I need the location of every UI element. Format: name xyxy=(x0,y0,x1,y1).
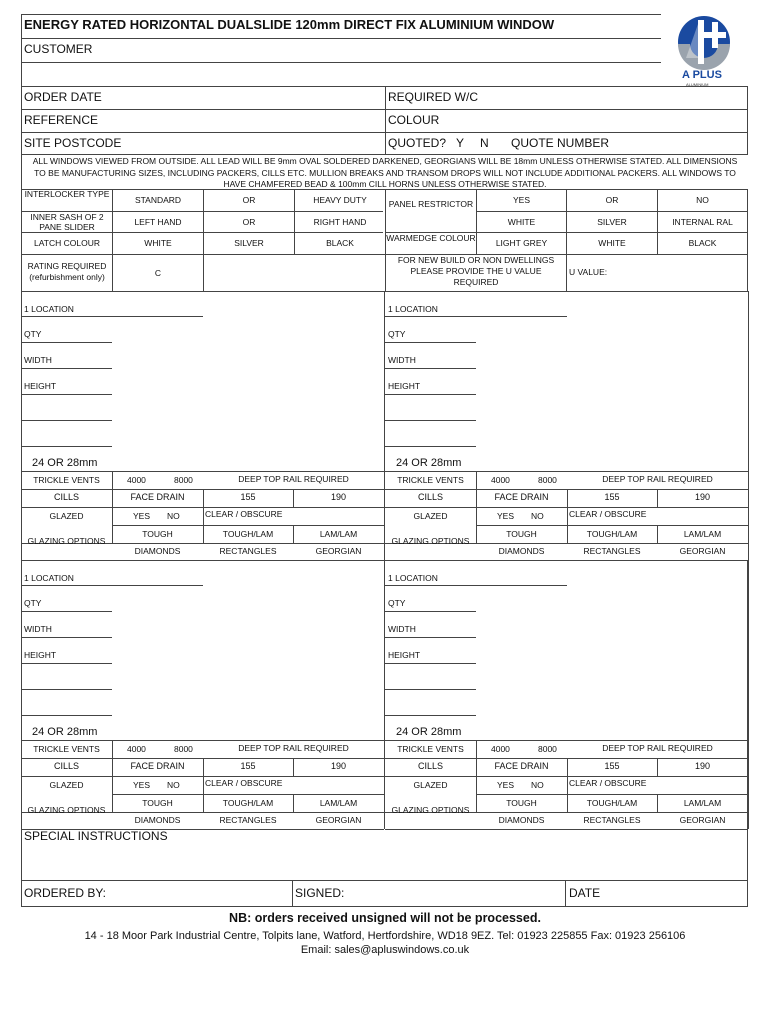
colour-label: COLOUR xyxy=(388,113,440,127)
glazed-yes-option[interactable]: YES xyxy=(497,511,515,521)
window-spec-panel xyxy=(385,560,748,829)
qty-field[interactable] xyxy=(51,325,111,341)
warmedge-colour-label: WARMEDGE COLOUR xyxy=(386,233,476,243)
cills-155-option[interactable]: 155 xyxy=(604,761,620,771)
interlocker-heavy-duty-option[interactable]: HEAVY DUTY xyxy=(313,195,367,205)
u-value-label: U VALUE: xyxy=(569,267,608,277)
qty-field[interactable] xyxy=(415,325,475,341)
height-label: HEIGHT xyxy=(388,650,421,660)
glazing-lam-lam-option[interactable]: LAM/LAM xyxy=(683,798,722,808)
logo-subtitle: ALUMINIUM xyxy=(686,82,709,87)
signature-field[interactable] xyxy=(350,882,562,904)
latch-colour-label: LATCH COLOUR xyxy=(34,238,100,248)
order-date-field[interactable] xyxy=(120,88,382,108)
logo-wordmark: A PLUS xyxy=(682,69,722,81)
deep-top-rail-option[interactable]: DEEP TOP RAIL REQUIRED xyxy=(602,474,713,484)
glazing-options-label: GLAZING OPTIONS xyxy=(27,805,106,815)
width-label: WIDTH xyxy=(24,624,52,634)
location-label: 1 LOCATION xyxy=(388,573,438,583)
window-drawing-area[interactable] xyxy=(575,588,745,718)
clear-obscure-option[interactable]: CLEAR / OBSCURE xyxy=(569,778,647,788)
reference-label: REFERENCE xyxy=(24,113,99,127)
panel-restrictor-label: PANEL RESTRICTOR xyxy=(388,199,474,209)
latch-black-option[interactable]: BLACK xyxy=(326,238,354,248)
trickle-8000-option[interactable]: 8000 xyxy=(538,475,557,485)
cills-face-drain-option[interactable]: FACE DRAIN xyxy=(130,761,185,771)
trickle-8000-option[interactable]: 8000 xyxy=(538,744,557,754)
ordered-by-label: ORDERED BY: xyxy=(24,886,107,900)
glazing-lam-lam-option[interactable]: LAM/LAM xyxy=(319,798,358,808)
height-label: HEIGHT xyxy=(24,650,57,660)
unsigned-warning: NB: orders received unsigned will not be processed. xyxy=(229,911,541,925)
trickle-4000-option[interactable]: 4000 xyxy=(127,475,146,485)
colour-field[interactable] xyxy=(450,111,745,131)
quoted-no-option[interactable]: N xyxy=(480,136,489,150)
cills-190-option[interactable]: 190 xyxy=(330,492,347,502)
glazing-tough-lam-option[interactable]: TOUGH/LAM xyxy=(222,798,274,808)
glazing-rectangles-option[interactable]: RECTANGLES xyxy=(583,815,641,825)
quote-number-field[interactable] xyxy=(612,134,745,153)
cills-190-option[interactable]: 190 xyxy=(330,761,347,771)
glazing-georgian-option[interactable]: GEORGIAN xyxy=(315,815,362,825)
location-label: 1 LOCATION xyxy=(388,304,438,314)
height-field[interactable] xyxy=(63,377,111,393)
glazed-label: GLAZED xyxy=(413,511,448,521)
general-notes: ALL WINDOWS VIEWED FROM OUTSIDE. ALL LEAD WILL BE 9mm OVAL SOLDERED DARKENED, GEORGIANS WILL BE 18mm UNLESS OTHERWISE STATED. ALL DIMENSIONS TO BE MANUFACTURING SIZES, INCLUDING PACKERS, CILLS ETC. MULLION BREAKS AND TRANSOM DROPS WILL NOT INCLUDE ADDITIONAL PACKERS. ALL WINDOWS TO HAVE CHAMFERED BEAD & 100mm CILL HORNS UNLESS OTHERWISE STATED. xyxy=(32,156,738,189)
glazing-rectangles-option[interactable]: RECTANGLES xyxy=(583,546,641,556)
width-label: WIDTH xyxy=(388,624,416,634)
height-field[interactable] xyxy=(63,646,111,662)
panel-restrictor-or-text: OR xyxy=(605,195,619,205)
window-drawing-area[interactable] xyxy=(211,319,381,449)
site-postcode-label: SITE POSTCODE xyxy=(24,136,122,150)
trickle-4000-option[interactable]: 4000 xyxy=(127,744,146,754)
bead-size-label: 24 OR 28mm xyxy=(32,726,98,738)
clear-obscure-option[interactable]: CLEAR / OBSCURE xyxy=(205,778,283,788)
trickle-8000-option[interactable]: 8000 xyxy=(174,744,193,754)
inner-sash-left-hand-option[interactable]: LEFT HAND xyxy=(134,217,182,227)
latch-white-option[interactable]: WHITE xyxy=(144,238,172,248)
width-field[interactable] xyxy=(61,351,111,367)
window-spec-panel xyxy=(21,291,384,560)
cills-190-option[interactable]: 190 xyxy=(694,761,711,771)
trickle-4000-option[interactable]: 4000 xyxy=(491,744,510,754)
interlocker-standard-option[interactable]: STANDARD xyxy=(134,195,182,205)
glazing-tough-lam-option[interactable]: TOUGH/LAM xyxy=(586,798,638,808)
qty-label: QTY xyxy=(388,329,406,339)
latch-silver-option[interactable]: SILVER xyxy=(234,238,264,248)
customer-label: CUSTOMER xyxy=(24,42,93,56)
inner-sash-right-hand-option[interactable]: RIGHT HAND xyxy=(313,217,367,227)
glazed-no-option[interactable]: NO xyxy=(167,511,180,521)
glazing-diamonds-option[interactable]: DIAMONDS xyxy=(134,815,181,825)
trickle-vents-label: TRICKLE VENTS xyxy=(397,744,464,754)
glazed-label: GLAZED xyxy=(49,780,84,790)
cills-label: CILLS xyxy=(417,492,443,502)
company-email: Email: sales@apluswindows.co.uk xyxy=(300,944,470,956)
glazing-rectangles-option[interactable]: RECTANGLES xyxy=(219,815,277,825)
height-field[interactable] xyxy=(427,377,475,393)
trickle-vents-label: TRICKLE VENTS xyxy=(33,475,100,485)
height-label: HEIGHT xyxy=(388,381,421,391)
form-title: ENERGY RATED HORIZONTAL DUALSLIDE 120mm DIRECT FIX ALUMINIUM WINDOW xyxy=(24,17,555,32)
qty-field[interactable] xyxy=(415,594,475,610)
location-field[interactable] xyxy=(470,568,565,584)
glazed-yes-option[interactable]: YES xyxy=(133,511,151,521)
location-field[interactable] xyxy=(470,299,565,315)
glazing-diamonds-option[interactable]: DIAMONDS xyxy=(134,546,181,556)
height-field[interactable] xyxy=(427,646,475,662)
window-spec-panel xyxy=(21,560,384,829)
trickle-4000-option[interactable]: 4000 xyxy=(491,475,510,485)
window-spec-panel xyxy=(385,291,748,560)
glazed-label: GLAZED xyxy=(413,780,448,790)
qty-label: QTY xyxy=(24,329,42,339)
ordered-by-field[interactable] xyxy=(110,882,290,904)
order-date-label: ORDER DATE xyxy=(24,90,102,104)
rating-field[interactable] xyxy=(205,256,383,290)
warmedge-white-option[interactable]: WHITE xyxy=(598,238,626,248)
colour-silver-option[interactable]: SILVER xyxy=(597,217,627,227)
date-field[interactable] xyxy=(605,882,745,904)
glazing-tough-lam-option[interactable]: TOUGH/LAM xyxy=(586,529,638,539)
deep-top-rail-option[interactable]: DEEP TOP RAIL REQUIRED xyxy=(238,743,349,753)
inner-sash-label: INNER SASH OF 2 PANE SLIDER xyxy=(30,212,104,232)
width-label: WIDTH xyxy=(388,355,416,365)
glazing-lam-lam-option[interactable]: LAM/LAM xyxy=(683,529,722,539)
cills-155-option[interactable]: 155 xyxy=(604,492,620,502)
colour-white-option[interactable]: WHITE xyxy=(507,217,536,227)
bead-size-label: 24 OR 28mm xyxy=(32,457,98,469)
cills-label: CILLS xyxy=(417,761,443,771)
colour-internal-ral-option[interactable]: INTERNAL RAL xyxy=(672,217,733,227)
cills-155-option[interactable]: 155 xyxy=(240,492,256,502)
window-drawing-area[interactable] xyxy=(575,319,745,449)
location-label: 1 LOCATION xyxy=(24,573,74,583)
location-field[interactable] xyxy=(106,299,201,315)
glazed-label: GLAZED xyxy=(49,511,84,521)
company-address: 14 - 18 Moor Park Industrial Centre, Tolpits lane, Watford, Hertfordshire, WD18 9EZ. Tel: 01923 225855 Fax: 01923 256106 xyxy=(84,930,686,942)
glazing-georgian-option[interactable]: GEORGIAN xyxy=(315,546,362,556)
panel-restrictor-no-option[interactable]: NO xyxy=(696,195,709,205)
window-drawing-area[interactable] xyxy=(211,588,381,718)
glazing-lam-lam-option[interactable]: LAM/LAM xyxy=(319,529,358,539)
glazing-tough-option[interactable]: TOUGH xyxy=(506,798,537,808)
height-label: HEIGHT xyxy=(24,381,57,391)
glazing-diamonds-option[interactable]: DIAMONDS xyxy=(498,815,545,825)
required-wc-field[interactable] xyxy=(490,88,745,108)
glazing-tough-option[interactable]: TOUGH xyxy=(142,798,173,808)
quoted-label: QUOTED? xyxy=(388,136,447,150)
glazed-no-option[interactable]: NO xyxy=(531,780,544,790)
quote-number-label: QUOTE NUMBER xyxy=(511,136,610,150)
glazing-rectangles-option[interactable]: RECTANGLES xyxy=(219,546,277,556)
trickle-vents-label: TRICKLE VENTS xyxy=(33,744,100,754)
clear-obscure-option[interactable]: CLEAR / OBSCURE xyxy=(569,509,647,519)
reference-field[interactable] xyxy=(120,111,382,131)
u-value-field[interactable] xyxy=(615,258,745,288)
warmedge-light-grey-option[interactable]: LIGHT GREY xyxy=(495,238,548,248)
glazing-diamonds-option[interactable]: DIAMONDS xyxy=(498,546,545,556)
panel-restrictor-yes-option[interactable]: YES xyxy=(512,195,530,205)
cills-label: CILLS xyxy=(53,761,79,771)
glazing-georgian-option[interactable]: GEORGIAN xyxy=(679,546,726,556)
cills-face-drain-option[interactable]: FACE DRAIN xyxy=(494,492,549,502)
required-wc-label: REQUIRED W/C xyxy=(388,90,478,104)
interlocker-or-text: OR xyxy=(242,195,256,205)
glazed-yes-option[interactable]: YES xyxy=(133,780,151,790)
width-field[interactable] xyxy=(61,620,111,636)
qty-label: QTY xyxy=(388,598,406,608)
warmedge-black-option[interactable]: BLACK xyxy=(688,238,717,248)
cills-label: CILLS xyxy=(53,492,79,502)
bead-size-label: 24 OR 28mm xyxy=(396,726,462,738)
site-postcode-field[interactable] xyxy=(130,134,382,153)
deep-top-rail-option[interactable]: DEEP TOP RAIL REQUIRED xyxy=(238,474,349,484)
quoted-yes-option[interactable]: Y xyxy=(456,136,465,150)
glazing-tough-lam-option[interactable]: TOUGH/LAM xyxy=(222,529,274,539)
glazing-georgian-option[interactable]: GEORGIAN xyxy=(679,815,726,825)
cills-155-option[interactable]: 155 xyxy=(240,761,256,771)
cills-face-drain-option[interactable]: FACE DRAIN xyxy=(130,492,185,502)
new-build-note: FOR NEW BUILD OR NON DWELLINGS PLEASE PROVIDE THE U VALUE REQUIRED xyxy=(397,255,555,287)
special-instructions-field[interactable] xyxy=(23,846,745,878)
trickle-vents-label: TRICKLE VENTS xyxy=(397,475,464,485)
deep-top-rail-option[interactable]: DEEP TOP RAIL REQUIRED xyxy=(602,743,713,753)
width-field[interactable] xyxy=(425,620,475,636)
glazed-no-option[interactable]: NO xyxy=(531,511,544,521)
glazing-tough-option[interactable]: TOUGH xyxy=(506,529,537,539)
trickle-8000-option[interactable]: 8000 xyxy=(174,475,193,485)
width-field[interactable] xyxy=(425,351,475,367)
interlocker-type-label: INTERLOCKER TYPE xyxy=(24,189,110,199)
location-label: 1 LOCATION xyxy=(24,304,74,314)
glazing-options-label: GLAZING OPTIONS xyxy=(27,536,106,546)
date-label: DATE xyxy=(569,886,601,900)
qty-field[interactable] xyxy=(51,594,111,610)
rating-required-label: RATING REQUIRED (refurbishment only) xyxy=(27,261,107,282)
qty-label: QTY xyxy=(24,598,42,608)
glazing-options-label: GLAZING OPTIONS xyxy=(391,536,470,546)
inner-sash-or-text: OR xyxy=(242,217,256,227)
cills-face-drain-option[interactable]: FACE DRAIN xyxy=(494,761,549,771)
glazed-no-option[interactable]: NO xyxy=(167,780,180,790)
special-instructions-label: SPECIAL INSTRUCTIONS xyxy=(24,829,168,843)
glazed-yes-option[interactable]: YES xyxy=(497,780,515,790)
glazing-options-label: GLAZING OPTIONS xyxy=(391,805,470,815)
rating-value[interactable]: C xyxy=(154,268,162,278)
bead-size-label: 24 OR 28mm xyxy=(396,457,462,469)
glazing-tough-option[interactable]: TOUGH xyxy=(142,529,173,539)
location-field[interactable] xyxy=(106,568,201,584)
width-label: WIDTH xyxy=(24,355,52,365)
cills-190-option[interactable]: 190 xyxy=(694,492,711,502)
signed-label: SIGNED: xyxy=(295,886,345,900)
clear-obscure-option[interactable]: CLEAR / OBSCURE xyxy=(205,509,283,519)
